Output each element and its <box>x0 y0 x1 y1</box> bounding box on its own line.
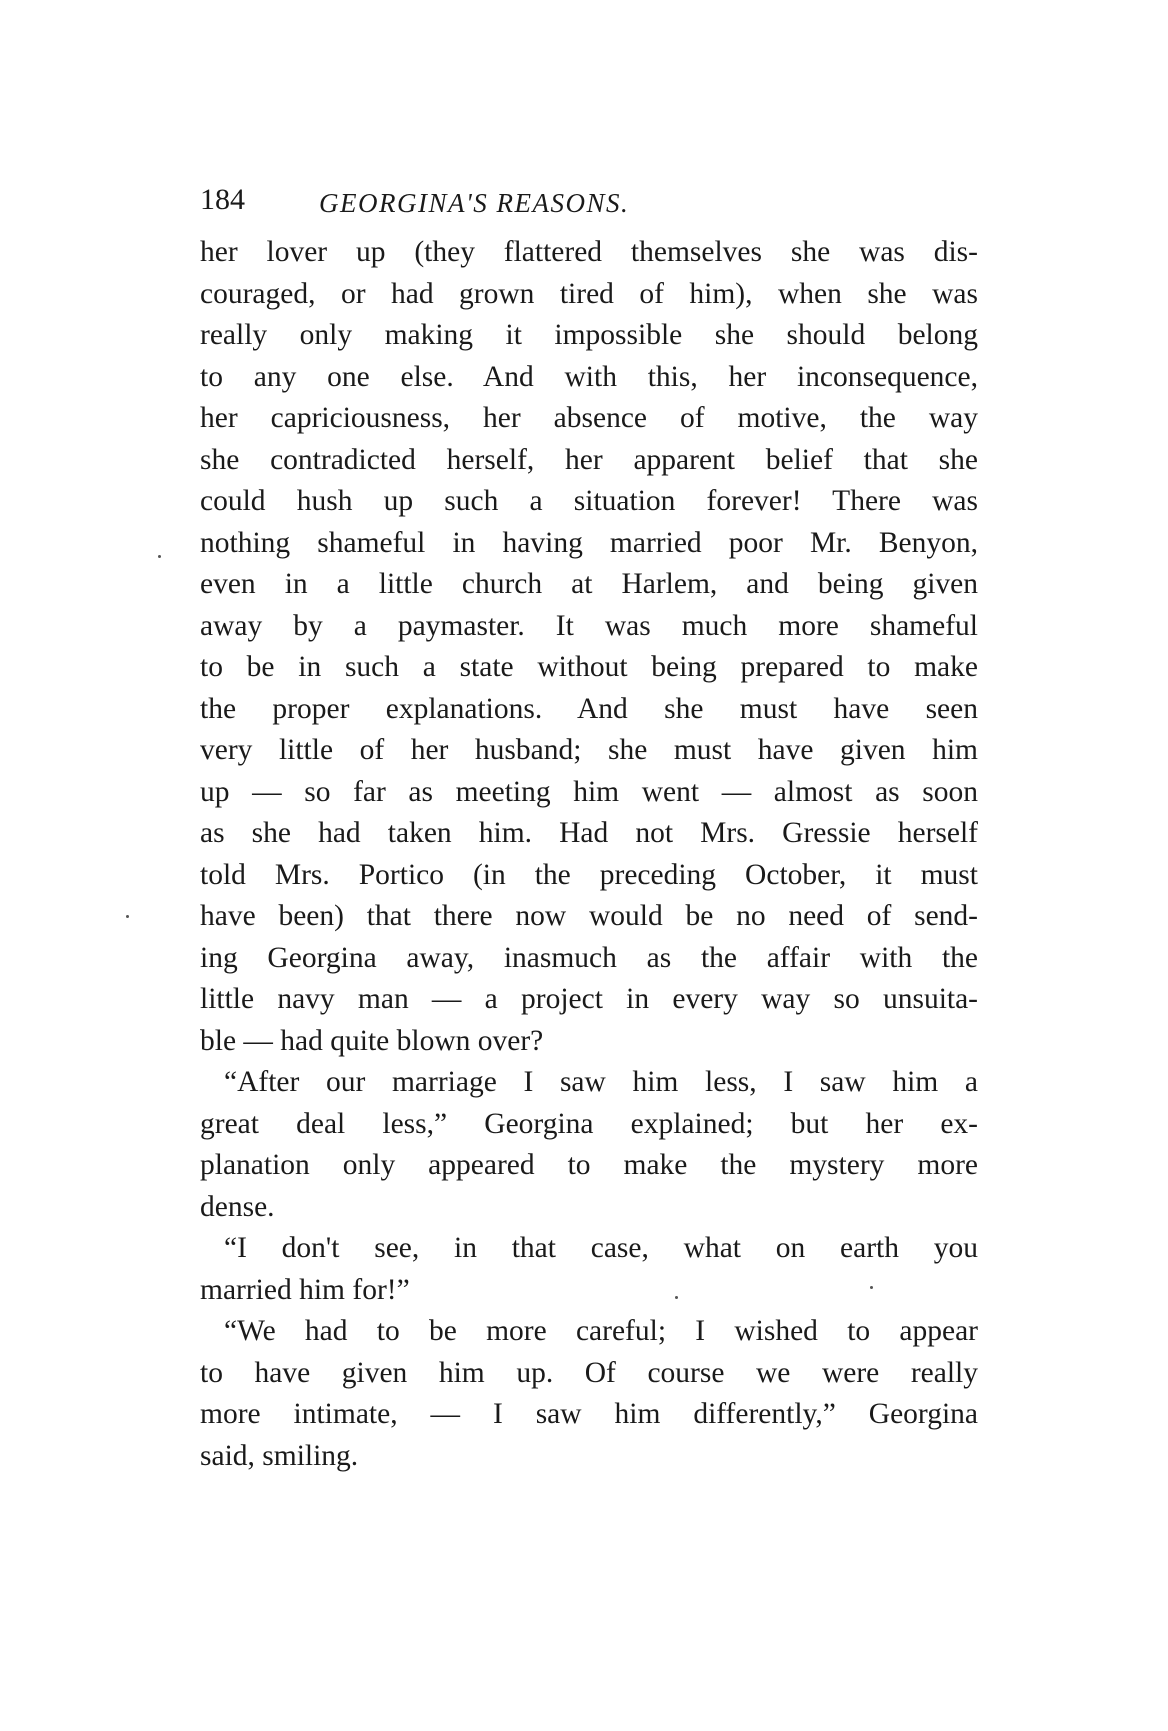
text-line: couraged, or had grown tired of him), when she was <box>200 277 978 310</box>
text-line: said, smiling. <box>200 1439 359 1472</box>
text-line: married him for!” <box>200 1273 410 1306</box>
text-line: could hush up such a situation forever! There was <box>200 485 978 517</box>
text-line: to be in such a state without being prepared to make <box>200 651 978 683</box>
text-line: have been) that there now would be no need of send- <box>200 900 978 932</box>
text-line: very little of her husband; she must have given him <box>200 734 978 766</box>
text-line: really only making it impossible she should belong <box>200 319 978 351</box>
text-line: “After our marriage I saw him less, I saw him a <box>224 1066 978 1098</box>
text-line: her lover up (they flattered themselves she was dis- <box>200 236 978 268</box>
text-line: away by a paymaster. It was much more shameful <box>200 609 978 642</box>
text-line: she contradicted herself, her apparent belief that she <box>200 443 978 476</box>
scan-speck <box>126 915 129 918</box>
text-line: ble — had quite blown over? <box>200 1024 544 1057</box>
paragraph <box>200 232 978 1062</box>
page-number: 184 <box>200 183 245 216</box>
paragraph <box>200 1062 978 1228</box>
text-line: up — so far as meeting him went — almost as soon <box>200 775 978 808</box>
text-line: as she had taken him. Had not Mrs. Gressie herself <box>200 817 978 849</box>
text-line: dense. <box>200 1190 275 1223</box>
text-line: told Mrs. Portico (in the preceding October, it must <box>200 858 978 891</box>
text-line: her capriciousness, her absence of motive, the way <box>200 402 978 434</box>
scan-speck <box>158 555 161 558</box>
body-text <box>200 232 978 1477</box>
text-line: even in a little church at Harlem, and being given <box>200 568 978 600</box>
paragraph <box>200 1228 978 1311</box>
text-line: planation only appeared to make the mystery more <box>200 1149 978 1181</box>
scan-speck <box>870 1286 873 1289</box>
text-line: more intimate, — I saw him differently,” Georgina <box>200 1398 978 1430</box>
text-line: nothing shameful in having married poor Mr. Benyon, <box>200 526 978 559</box>
page-header <box>200 180 978 220</box>
running-head: GEORGINA'S REASONS. <box>319 188 630 218</box>
text-line: “I don't see, in that case, what on earth you <box>224 1232 978 1264</box>
scan-speck <box>675 1296 678 1299</box>
text-line: great deal less,” Georgina explained; but her ex- <box>200 1107 978 1140</box>
text-line: ing Georgina away, inasmuch as the affair with the <box>200 941 978 974</box>
text-line: “We had to be more careful; I wished to appear <box>224 1315 978 1347</box>
text-line: little navy man — a project in every way so unsuita- <box>200 983 978 1015</box>
paragraph <box>200 1311 978 1477</box>
text-line: the proper explanations. And she must have seen <box>200 692 978 725</box>
text-line: to any one else. And with this, her inconsequence, <box>200 360 978 393</box>
text-line: to have given him up. Of course we were really <box>200 1356 978 1389</box>
